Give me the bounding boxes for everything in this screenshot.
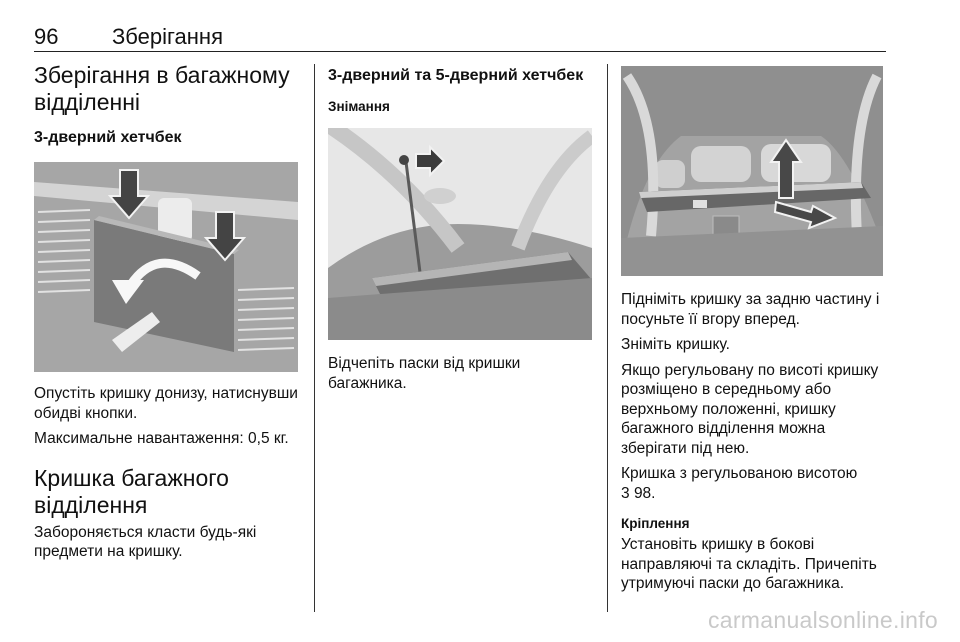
paragraph-remove-cover: Зніміть кришку. xyxy=(621,336,730,353)
page-header xyxy=(34,24,886,50)
paragraph-max-load: Максимальне навантаження: 0,5 кг. xyxy=(34,430,289,447)
paragraph-lift-cover: Підніміть кришку за задню частину і посуньте її вгору вперед. xyxy=(621,291,880,328)
paragraph-adjustable-cover xyxy=(621,464,887,503)
running-title: Зберігання xyxy=(112,24,223,49)
column-divider-2 xyxy=(607,64,608,612)
paragraph-install-cover: Установіть кришку в бокові направляючі та складіть. Причепіть утримуючі паски до багажника. xyxy=(621,536,877,592)
column-3 xyxy=(621,58,887,594)
paragraph-lower-cover: Опустіть кришку донизу, натиснувши обидві кнопки. xyxy=(34,385,298,422)
column-1 xyxy=(34,58,304,562)
figure-lift-cover xyxy=(621,66,883,276)
section-title-luggage-cover: Кришка багажного відділення xyxy=(34,464,229,518)
figure-detach-straps xyxy=(328,128,592,340)
page-number: 96 xyxy=(34,24,59,49)
subheading-3-door: 3-дверний хетчбек xyxy=(34,129,182,146)
column-divider-1 xyxy=(314,64,315,612)
paragraph-store-under: Якщо регульовану по висоті кришку розміщено в середньому або верхньому положенні, кришку багажного відділення можна зберігати під нею. xyxy=(621,361,879,457)
header-rule xyxy=(34,51,886,52)
subheading-installation: Кріплення xyxy=(621,516,690,531)
subheading-removal: Знімання xyxy=(328,99,390,114)
section-title: Зберігання в багажному відділенні xyxy=(34,62,290,115)
figure-cargo-shelf-buttons xyxy=(34,162,298,372)
page-ref-link[interactable]: 98. xyxy=(633,484,656,502)
adjustable-cover-text: Кришка з регульованою висотою xyxy=(621,465,858,482)
subsection-title: 3-дверний та 5-дверний хетчбек xyxy=(328,67,584,84)
page-ref-icon: 3 xyxy=(621,484,630,502)
paragraph-no-items: Забороняється класти будь-які предмети на кришку. xyxy=(34,523,257,560)
watermark: carmanualsonline.info xyxy=(707,607,938,633)
paragraph-detach-straps: Відчепіть паски від кришки багажника. xyxy=(328,355,521,392)
column-2 xyxy=(328,58,594,393)
